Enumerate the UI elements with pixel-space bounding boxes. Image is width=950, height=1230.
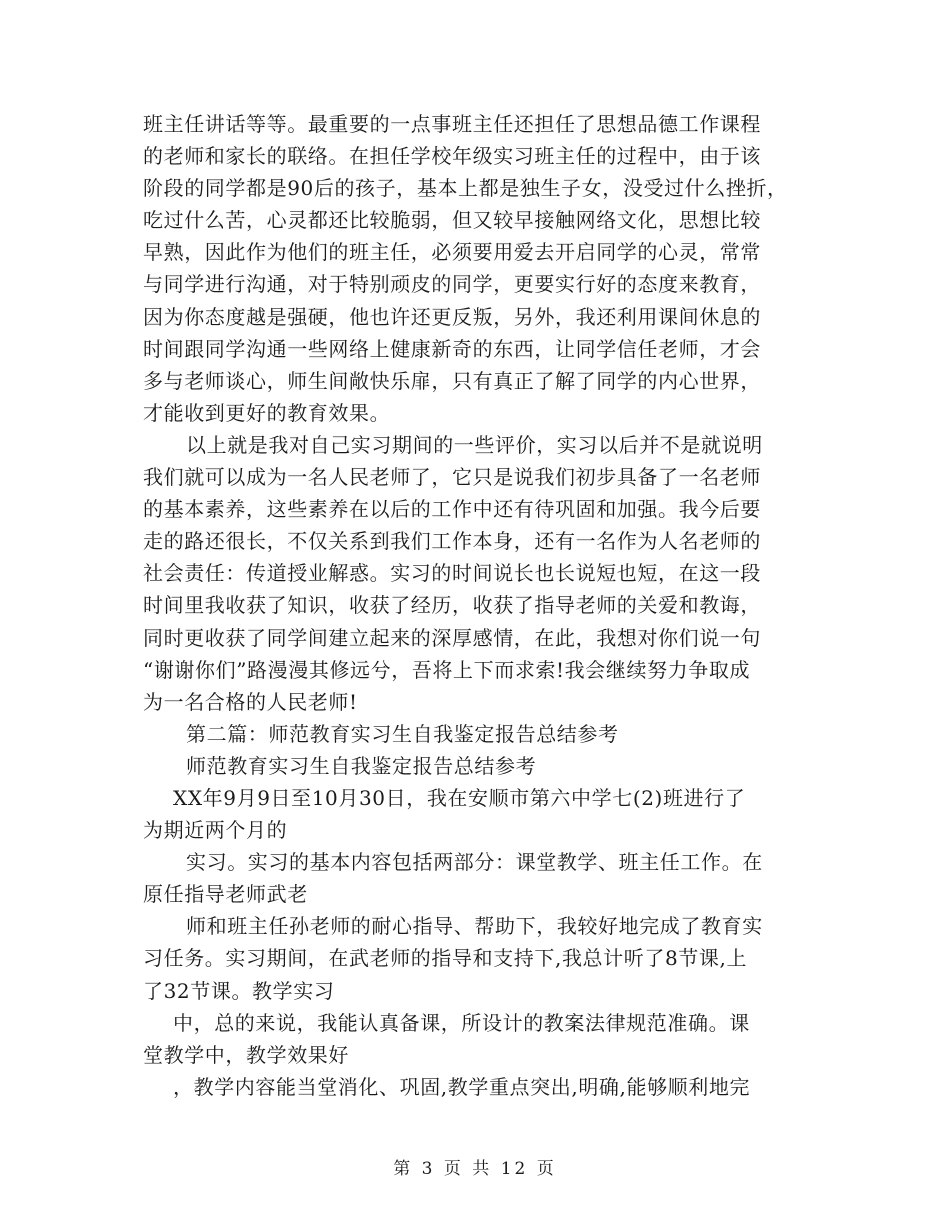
paragraph-first-line: 师和班主任孙老师的耐心指导、帮助下，我较好地完成了教育实 [186,914,763,939]
body-line: 的基本素养，这些素养在以后的工作中还有待巩固和加强。我今后要 [143,497,761,522]
body-line: 我们就可以成为一名人民老师了，它只是说我们初步具备了一名老师 [143,465,761,490]
body-line: 习任务。实习期间，在武老师的指导和支持下,我总计听了8节课,上 [143,946,748,971]
body-line: 因为你态度越是强硬，他也许还更反叛，另外，我还利用课间休息的 [143,304,761,329]
body-line: 多与老师谈心，师生间敞快乐扉，只有真正了解了同学的内心世界， [143,368,761,393]
section-title: 师范教育实习生自我鉴定报告总结参考 [186,753,537,778]
body-line: 吃过什么苦，心灵都还比较脆弱，但又较早接触网络文化，思想比较 [143,208,761,233]
body-line: 班主任讲话等等。最重要的一点事班主任还担任了思想品德工作课程 [143,112,761,136]
body-line: 同时更收获了同学间建立起来的深厚感情，在此，我想对你们说一句 [143,625,761,650]
body-line: 时间跟同学沟通一些网络上健康新奇的东西，让同学信任老师，才会 [143,336,761,361]
body-line: 的老师和家长的联络。在担任学校年级实习班主任的过程中，由于该 [143,144,761,169]
body-line: 原任指导老师武老 [143,882,308,907]
body-line: 为一名合格的人民老师! [143,689,358,714]
body-line: 堂教学中，教学效果好 [143,1042,349,1067]
body-line: 才能收到更好的教育效果。 [143,400,391,425]
body-line: 与同学进行沟通，对于特别顽皮的同学，更要实行好的态度来教育， [143,272,761,297]
body-line: 为期近两个月的 [143,818,288,843]
paragraph-first-line: 中，总的来说，我能认真备课，所设计的教案法律规范准确。课 [173,1010,750,1035]
body-line: 社会责任：传道授业解惑。实习的时间说长也长说短也短，在这一段 [143,561,761,586]
body-line: 了32节课。教学实习 [143,978,335,1003]
document-body [143,108,815,1103]
body-line: 时间里我收获了知识，收获了经历，收获了指导老师的关爱和教诲， [143,593,761,618]
paragraph-first-line: XX年9月9日至10月30日，我在安顺市第六中学七(2)班进行了 [173,785,746,810]
body-line: “谢谢你们”路漫漫其修远兮，吾将上下而求索!我会继续努力争取成 [143,657,751,682]
paragraph-first-line: ，教学内容能当堂消化、巩固,教学重点突出,明确,能够顺利地完 [173,1074,751,1099]
body-line: 走的路还很长，不仅关系到我们工作本身，还有一名作为人名老师的 [143,529,761,554]
body-line: 早熟，因此作为他们的班主任，必须要用爱去开启同学的心灵，常常 [143,240,761,265]
paragraph-first-line: 以上就是我对自己实习期间的一些评价，实习以后并不是就说明 [186,432,763,457]
section-heading: 第二篇：师范教育实习生自我鉴定报告总结参考 [186,721,619,746]
body-line: 阶段的同学都是90后的孩子，基本上都是独生子女，没受过什么挫折， [143,176,788,201]
page-number-footer: 第 3 页 共 12 页 [393,1159,557,1179]
paragraph-first-line: 实习。实习的基本内容包括两部分：课堂教学、班主任工作。在 [186,850,763,875]
